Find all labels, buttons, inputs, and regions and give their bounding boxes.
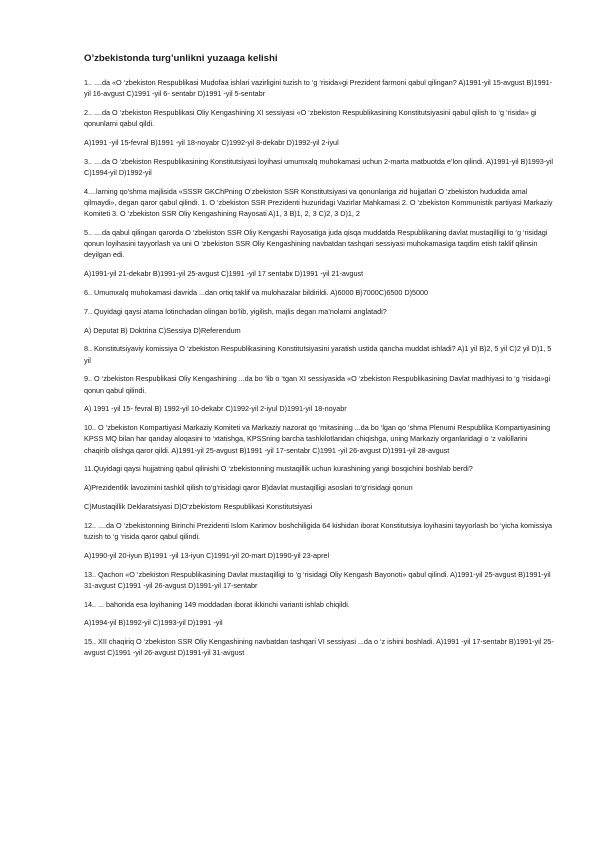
paragraph: 12.. ....da O ‘zbekistonning Birinchi Prezidenti Islom Karimov boshchiligida 64 kishidan iborat Konstitutsiya loyihasini tayyorlash bo ‘yicha komissiya tuzish to ‘g ‘risida qaror qabul qilindi.	[84, 520, 553, 541]
paragraph: 13.. Qachon «O ‘zbekiston Respublikasining Davlat mustaqilligi to ‘g ‘risidagi Oliy Kengash Bayonoti» qabul qilindi. A)1991-yil 25-avgust B)1991-yil 31-avgust C)1991 -yil 26-avgust D)1991-yil 17-sentabr	[84, 569, 551, 590]
paragraph: 10.. O ‘zbekiston Kompartiyasi Markaziy Komiteti va Markaziy nazorat qo ‘mitasining ...da bo ‘lgan qo ‘shma Plenumi Respublika Kompartiyasining KPSS MQ bilan har qanday aloqasini to ‘xtatishga, KPSSning barcha tashkilotlaridan chiqishga, uning Markaziy organlaridagi o ‘z vakillarini chaqirib olishga qaror qildi. A)1991-yil 25-avgust B)1991 -yil 17-sentabr C)1991 -yil 26-avgust D)1991-yil 28-avgust	[84, 423, 551, 455]
paragraph: 11.Quyidagi qaysi hujjatning qabul qilinishi O ‘zbekistonning mustaqillik uchun kurashining yangi bosqichini boshlab berdi?	[84, 464, 473, 474]
paragraph: A)1990-yil 20-iyun B)1991 -yil 13-iyun C)1991-yil 20-mart D)1990-yil 23-aprel	[84, 550, 330, 560]
document-page	[84, 53, 554, 666]
paragraph: 5.. ....da qabul qilingan qarorda O ‘zbekiston SSR Oliy Kengashi Rayosatiga juda qisqa muddatda Respublikaning davlat mustaqilligi to ‘g ‘risidagi qonun loyihasini tayyorlash va uni O ‘zbekiston SSR Oliy Kengashining navbatdan tashqari sessiyasi muhokamasiga taqdim etish taklif qilinsin deyilgan edi.	[84, 228, 548, 260]
paragraph: 14.. ... bahorida esa loyihaning 149 moddadan iborat ikkinchi varianti ishlab chiqildi.	[84, 599, 350, 609]
question-list	[84, 77, 554, 659]
paragraph: 9.. O ‘zbekiston Respublikasi Oliy Kengashining ...da bo ‘lib o ‘tgan XI sessiyasida «O ‘zbekiston Respublikasining Davlat madhiyasi to ‘g ‘risida»gi qonun qabul qilindi.	[84, 374, 551, 395]
document-title: O’zbekistonda turg’unlikni yuzaaga kelishi	[84, 53, 278, 64]
paragraph: A)1991-yil 21-dekabr B)1991-yil 25-avgust C)1991 -yil 17 sentabк D)1991 -yil 21-avgust	[84, 269, 364, 279]
paragraph: 4....larning qo’shma majlisida «SSSR GKChPning O‘zbekiston SSR Konstitutsiyasi va qonunlariga zid hujjatlari O ‘zbekiston hududida amal qilmaydi», degan qaror qabul qilindi. 1. O ‘zbekiston SSR Prezidenti huzuridagi Vazirlar Mahkamasi 2. O ‘zbekiston Kommunistik partiyasi Markaziy Komiteti 3. O ‘zbekiston SSR Oliy Kengashining Rayosati A)1, 3 B)1, 2, 3 C)2, 3 D)1, 2	[84, 186, 553, 219]
paragraph: A) 1991 -yil 15- fevral B) 1992-yil 10-dekabr C)1992-yil 2-iyul D)1991-yil 18-noyabr	[84, 404, 347, 414]
paragraph: A) Deputat B) Doktrina C)Sessiya D)Referendum	[84, 325, 241, 335]
paragraph: 6.. Umumxalq muhokamasi davrida ...dan ortiq taklif va mulohazalar bildirildi. A)6000 B)7000C)6500 D)5000	[84, 288, 429, 297]
paragraph: 1.. ....da «O ‘zbekiston Respublikasi Mudofaa ishlari vazirligini tuzish to ‘g ‘risida»gi Prezident farmoni qabul qilingan? A)1991-yil 15-avgust B)1991-yil 16-avgust C)1991 -yil 6- sentabr D)1991 -yil 5-sentabr	[84, 78, 553, 99]
paragraph: 2.. ....da O ‘zbekiston Respublikasi Oliy Kengashining XI sessiyasi «O ‘zbekiston Respublikasining Konstitutsiyasini qabul qilish to ‘g ‘risida» gi qonunlarni qabul qildi.	[84, 108, 537, 129]
paragraph: 7.. Quyidagi qaysi atama lotinchadan olingan bo‘lib, yigilish, majlis degan ma’nolarni anglatadi?	[84, 306, 387, 316]
paragraph: C)Mustaqillik Deklaratsiyasi D)O‘zbekistom Respublikasi Konstitutsiyasi	[84, 501, 313, 511]
paragraph: 15.. XII chaqiriq O ‘zbekiston SSR Oliy Kengashining navbatdan tashqari VI sessiyasi ...da o ‘z ishini boshladi. A)1991 -yil 17-sentabr B)1991-yil 25-avgust C)1991 -yil 26-avgust D)1991-yil 31-avgust	[84, 637, 554, 658]
paragraph: 8.. Konstitutsiyaviy komissiya O ‘zbekiston Respublikasining Konstitutsiyasini yaratish ustida qancha muddat ishladi? A)1 yil B)2, 5 yil C)2 yil D)1, 5 yil	[84, 344, 552, 365]
paragraph: 3.. ....da O ‘zbekiston Respublikasining Konstitutsiyasi loyihasi umumxalq muhokamasi uchun 2-marta matbuotda e’lon qilindi. A)1991-yil B)1993-yil C)1994-yil D)1992-yil	[84, 156, 553, 177]
paragraph: A)1991 -yil 15-fevral B)1991 -yil 18-noyabr C)1992-yil 8-dekabr D)1992-yil 2-iyul	[84, 138, 339, 147]
paragraph: A)1994-yil B)1992-yil C)1993-yil D)1991 -yil	[84, 618, 223, 628]
paragraph: A)Prezidentlik lavozimini tashkil qilish to‘g‘risidagi qaror B)davlat mustaqilligi asoslari to‘g‘risidagi qonun	[84, 483, 413, 493]
